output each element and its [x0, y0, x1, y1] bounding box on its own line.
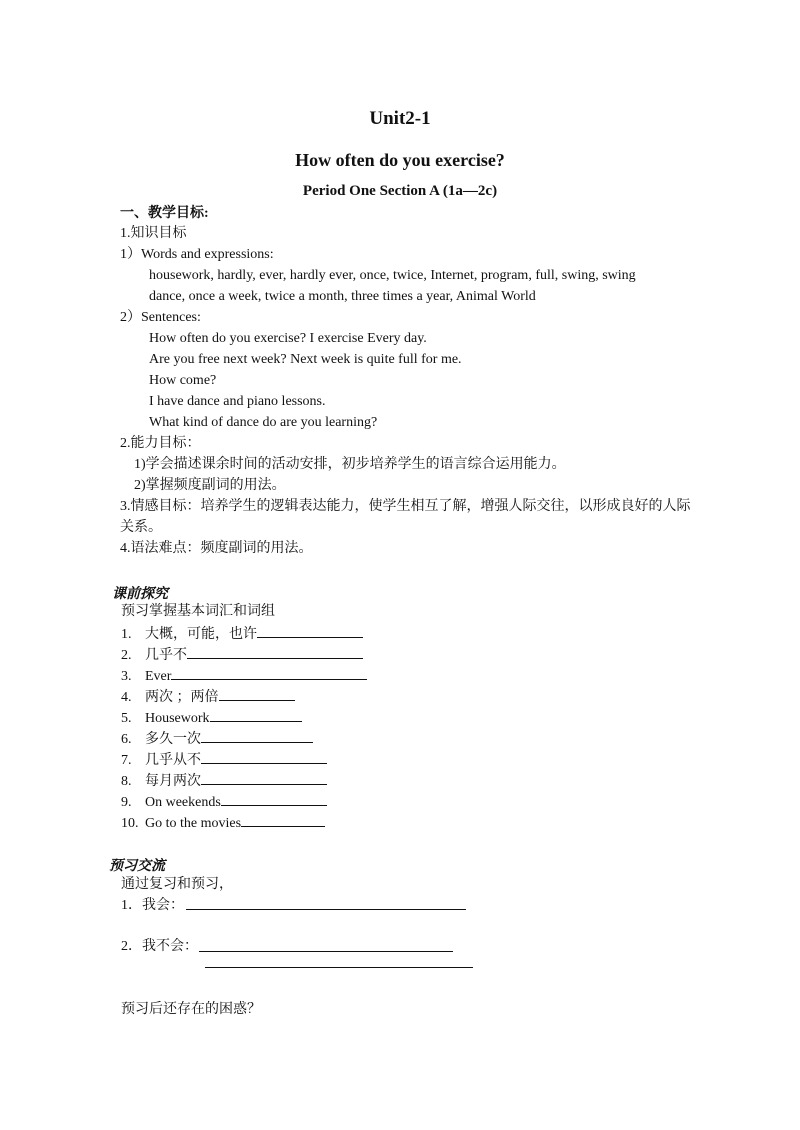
knowledge-goal-label: 1.知识目标: [120, 226, 187, 241]
vocab-item: 2. 几乎不: [121, 645, 363, 665]
remaining-doubts: 预习后还存在的困惑？: [121, 1002, 261, 1017]
answer-blank[interactable]: [219, 687, 295, 701]
vocab-item: 1. 大概，可能，也许: [121, 624, 363, 644]
exchange-intro: 通过复习和预习，: [121, 877, 233, 892]
emotion-goal-line-1: 3.情感目标：培养学生的逻辑表达能力，使学生相互了解，增强人际交往，以形成良好的人际: [120, 499, 691, 514]
answer-blank[interactable]: [221, 792, 327, 806]
vocab-item: 5. Housework: [121, 708, 302, 728]
answer-blank[interactable]: [210, 708, 302, 722]
vocab-item: 3. Ever: [121, 666, 367, 686]
ability-goal-label: 2.能力目标：: [120, 436, 201, 451]
answer-blank[interactable]: [201, 771, 327, 785]
vocab-item: 8. 每月两次: [121, 771, 327, 791]
i-cannot-answer-line-2[interactable]: [205, 967, 473, 968]
i-cannot-answer-line[interactable]: [199, 951, 453, 952]
vocab-item: 4. 两次 ；两倍: [121, 687, 295, 707]
answer-blank[interactable]: [171, 666, 367, 680]
words-label: 1）Words and expressions:: [120, 247, 274, 262]
sentence-item: How often do you exercise? I exercise Every day.: [149, 331, 427, 346]
grammar-difficulty: 4.语法难点：频度副词的用法。: [120, 541, 313, 556]
vocab-item: 9. On weekends: [121, 792, 327, 812]
sentence-item: What kind of dance do are you learning?: [149, 415, 378, 430]
answer-blank[interactable]: [241, 813, 325, 827]
sentence-item: I have dance and piano lessons.: [149, 394, 326, 409]
ability-item: 1)学会描述课余时间的活动安排，初步培养学生的语言综合运用能力。: [134, 457, 566, 472]
sentence-item: How come?: [149, 373, 217, 388]
answer-blank[interactable]: [187, 645, 363, 659]
unit-title: Unit2-1: [369, 108, 431, 129]
emotion-goal-line-2: 关系。: [120, 520, 162, 535]
vocab-item: 6. 多久一次: [121, 729, 313, 749]
preview-heading: 课前探究: [112, 587, 168, 602]
i-can-answer-line[interactable]: [186, 909, 466, 910]
i-cannot-label: 2．我不会：: [121, 939, 198, 954]
answer-blank[interactable]: [201, 729, 313, 743]
words-line-2: dance, once a week, twice a month, three times a year, Animal World: [149, 289, 536, 304]
answer-blank[interactable]: [201, 750, 327, 764]
exchange-heading: 预习交流: [109, 859, 165, 874]
words-line-1: housework, hardly, ever, hardly ever, once, twice, Internet, program, full, swing, swing: [149, 268, 636, 283]
sentence-item: Are you free next week? Next week is quite full for me.: [149, 352, 462, 367]
preview-intro: 预习掌握基本词汇和词组: [121, 604, 275, 619]
objectives-heading: 一、教学目标:: [120, 206, 209, 221]
period-subtitle: Period One Section A (1a—2c): [302, 183, 498, 199]
lesson-title: How often do you exercise?: [295, 150, 505, 170]
vocab-item: 10. Go to the movies: [121, 813, 325, 833]
ability-item: 2)掌握频度副词的用法。: [134, 478, 286, 493]
i-can-label: 1．我会：: [121, 898, 184, 913]
sentences-label: 2）Sentences:: [120, 310, 201, 325]
vocab-item: 7. 几乎从不: [121, 750, 327, 770]
answer-blank[interactable]: [257, 624, 363, 638]
